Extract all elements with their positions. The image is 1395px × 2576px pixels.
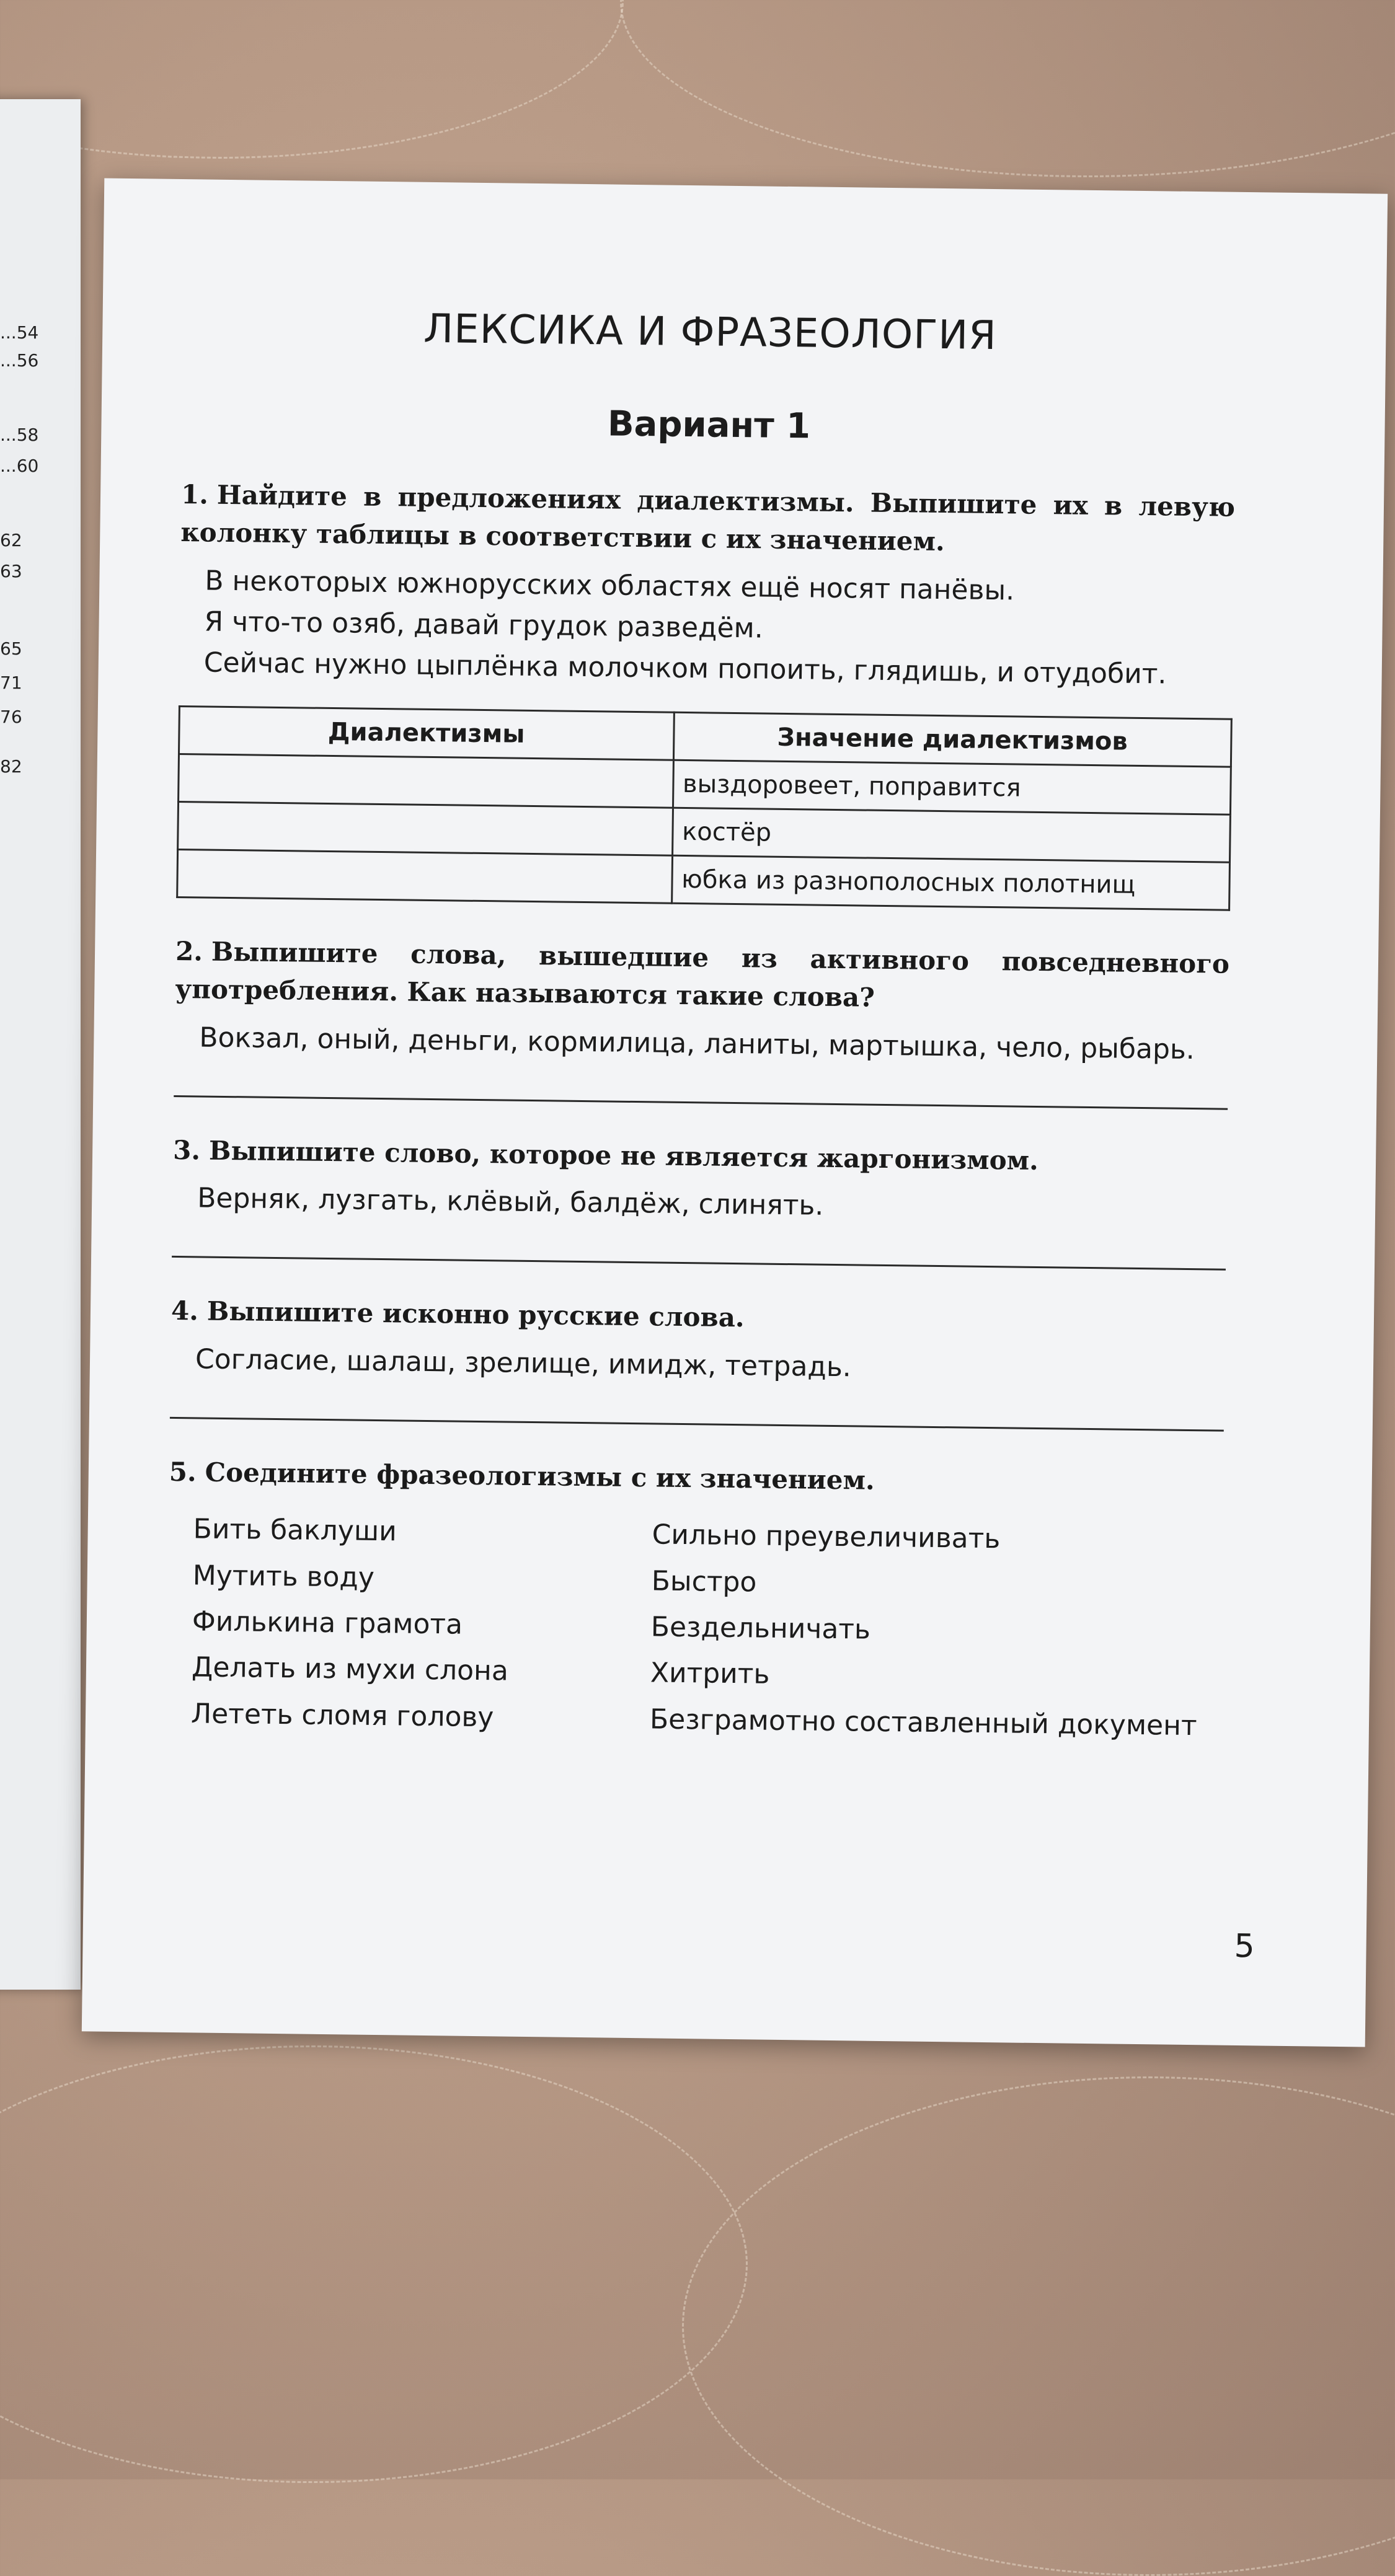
answer-cell[interactable] [177,849,672,903]
task-number: 3. [172,1134,201,1166]
meaning-cell: юбка из разнополосных полотнищ [671,855,1229,910]
idiom[interactable]: Мутить воду [192,1559,375,1594]
sentence: Я что-то озяб, давай грудок разведём. [204,606,764,645]
task-number: 2. [175,935,203,967]
task-text: Соедините фразеологизмы с их значением. [205,1457,875,1496]
quilt-stitch [682,2076,1395,2576]
task-number: 4. [170,1295,199,1326]
page-title: ЛЕКСИКА И ФРАЗЕОЛОГИЯ [423,306,998,359]
idiom[interactable]: Лететь сломя голову [190,1698,494,1734]
task-1 [176,476,1235,911]
idiom[interactable]: Делать из мухи слона [191,1651,509,1688]
task-number: 1. [180,479,209,510]
toc-number: 63 [0,561,22,581]
task-1-prompt [180,476,1235,565]
toc-number: ...58 [0,425,39,445]
task-5-prompt [169,1453,1223,1504]
variant-heading: Вариант 1 [607,404,811,447]
table-header: Значение диалектизмов [673,712,1231,767]
answer-cell[interactable] [178,801,673,855]
phraseology-matching [191,1508,1223,1749]
idiom[interactable]: Бить баклуши [193,1513,397,1548]
idiom-meaning[interactable]: Сильно преувеличивать [652,1519,1001,1555]
task-text: Найдите в предложениях диалектизмы. Выпишите их в левую колонку таблицы в соответствии с их значением. [180,479,1236,557]
task-text: Выпишите исконно русские слова. [206,1296,745,1333]
toc-number: ...54 [0,322,39,343]
idiom-meaning[interactable]: Безграмотно составленный документ [649,1703,1197,1742]
quilt-stitch [0,2045,748,2483]
quilt-stitch [0,0,624,159]
table-header: Диалектизмы [179,706,674,760]
answer-cell[interactable] [179,754,673,808]
task-2-prompt [175,933,1229,1021]
toc-number: ...60 [0,456,39,476]
page-number: 5 [1234,1927,1255,1965]
word-list: Согласие, шалаш, зрелище, имидж, тетрадь. [195,1343,852,1383]
toc-number: 65 [0,638,22,659]
quilt-stitch [620,0,1395,177]
task-3-prompt [173,1132,1228,1183]
toc-number: ...56 [0,350,39,371]
workbook-page [82,178,1388,2047]
task-2 [174,933,1229,1110]
task-5 [166,1453,1223,1749]
toc-number: 71 [0,673,22,693]
task-text: Выпишите слово, которое не является жаргонизмом. [208,1135,1039,1176]
previous-page-edge [0,99,81,1990]
meaning-cell: костёр [672,808,1230,862]
meaning-cell: выздоровеет, поправится [673,760,1231,814]
word-list: Верняк, лузгать, клёвый, балдёж, слинять. [197,1182,824,1222]
toc-number: 76 [0,707,22,727]
task-3 [172,1132,1227,1271]
task-4-prompt [171,1292,1226,1343]
dialect-table [176,705,1233,911]
idiom-meaning[interactable]: Бездельничать [650,1611,871,1646]
idiom-meaning[interactable]: Хитрить [650,1657,770,1691]
page-content [166,303,1238,1749]
idiom-meaning[interactable]: Быстро [651,1565,757,1599]
task-number: 5. [169,1457,197,1488]
task-text: Выпишите слова, вышедшие из активного повседневного употребления. Как называются такие слова? [175,936,1230,1013]
word-list: Вокзал, оный, деньги, кормилица, ланиты, мартышка, чело, рыбарь. [199,1021,1195,1065]
sentence: Сейчас нужно цыплёнка молочком попоить, глядишь, и отудобит. [203,646,1167,690]
toc-number: 82 [0,756,22,777]
toc-number: 62 [0,530,22,550]
idiom[interactable]: Филькина грамота [192,1605,463,1641]
sentence: В некоторых южнорусских областях ещё носят панёвы. [205,565,1015,607]
task-4 [170,1292,1225,1432]
